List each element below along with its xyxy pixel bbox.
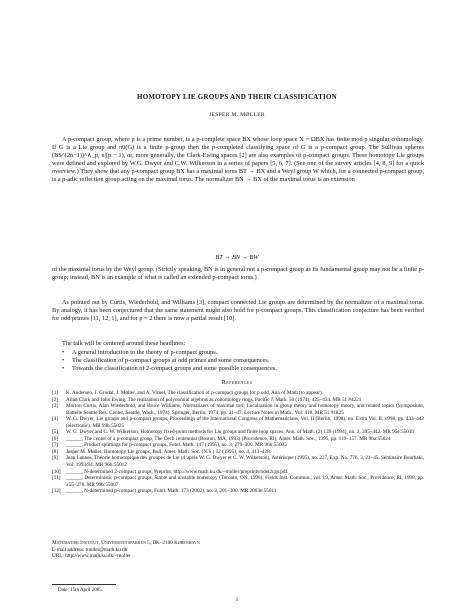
reference-text: K. Andersen, J. Grodal, J. Møller, and A. Viruel, The classification of p-compact groups for p odd, Ann of Math (to appear).	[66, 390, 324, 396]
references-list	[52, 390, 424, 495]
paragraph-headlines: The talk will be centered around these headlines:	[62, 340, 186, 347]
author-address	[52, 540, 424, 560]
reference-number: [2]	[52, 396, 59, 403]
paragraph-intro: A p-compact group, where p is a prime number, is a p-complete space BX whose loop space X = ΩBX has finite mod p singular cohomology. If G is a Lie group and π0(G) is a finite p-group then the p-completed classifying space of G is a p-compact group. The Sullivan spheres (BS^(2n−1))^∧_p, n|(p − 1), or, more generally, the Clark-Ewing spaces [2] are also examples of p-compact groups. These homotopy Lie groups were defined and explored by W.G. Dwyer and C.W. Wilkerson in a series of papers [5, 6, 7]. (See one of the survey articles [4, 8, 9] for a quick overview.) They show that any p-compact group BX has a maximal torus BT → BX and a Weyl group W which, for a connected p-compact group, is a p-adic reflection group acting on the maximal torus. The normalizer BN → BX of the maximal torus is an extension	[52, 136, 424, 184]
headline-list	[62, 349, 424, 373]
reference-item	[52, 455, 424, 468]
reference-text: ______, Deterministic p-compact groups, Stable and unstable homotopy (Toronto, ON, 1996), Fields Inst. Commun., vol. 19, Amer. Math. Soc., Providence, RI, 1998, pp. 255–278. MR 99b:55007	[66, 475, 424, 488]
reference-text: Jesper M. Møller, Homotopy Lie groups, Bull. Amer. Math. Soc. (N.S.) 32 (1995), no. 4, 413–428.	[66, 448, 271, 455]
reference-number: [5]	[52, 429, 59, 436]
reference-text: ______, N-determined p-compact groups, Fund. Math. 173 (2002), no. 3, 201–300. MR 2003e:55011	[66, 488, 277, 495]
reference-number: [12]	[52, 488, 61, 495]
reference-text: W. G. Dwyer and C. W. Wilkerson, Homotopy fixed-point methods for Lie groups and finite loop spaces, Ann. of Math. (2) 139 (1994), no. 2, 395–442. MR 95e:55019	[66, 429, 415, 436]
reference-text: ______, Product splittings for p-compact groups, Fund. Math. 147 (1995), no. 3, 279–300. MR 96h:55005	[66, 442, 287, 449]
list-item: • Towards the classification of 2-compact groups and some possible consequences.	[62, 365, 424, 373]
reference-number: [11]	[52, 475, 61, 482]
reference-number: [1]	[52, 390, 59, 396]
reference-item	[52, 403, 424, 416]
reference-number: [8]	[52, 448, 59, 455]
reference-text: W. G. Dwyer, Lie groups and p-compact groups, Proceedings of the International Congress of Mathematicians, Vol. II (Berlin, 1998), no. Extra Vol. II, 1998, pp. 433–442 (electronic). MR 99b:55025	[66, 416, 424, 429]
paper-author: JESPER M. MØLLER	[209, 112, 265, 118]
list-item: • The classification of p-compact groups at odd primes and some consequences.	[62, 357, 424, 365]
reference-text: Jean Lannes, Théorie homotopique des groupes de Lie (d’après W. G. Dwyer et C. W. Wilkerson), Astérisque (1995), no. 227, Exp. No. 776, 3, 21–45, Séminaire Bourbaki, Vol. 1993/94. MR 96h:55012	[66, 455, 424, 469]
page-number: 1	[235, 598, 239, 603]
display-formula: BT → BN → BW	[215, 254, 259, 261]
reference-text: Morton Curtis, Alan Wiederhold, and Bruce Williams, Normalizers of maximal tori, Localization in group theory and homotopy theory, and related topics (Symposium, Battelle Seattle Res. Center, Seattle, Wash., 1974), Springer, Berlin, 1974, pp. 31–47. Lecture Notes in Math., Vol. 418. MR 51 #1825	[66, 403, 424, 416]
reference-number: [6]	[52, 435, 59, 442]
reference-item	[52, 488, 424, 495]
email-address[interactable]: E-mail address: moller@math.ku.dk	[52, 546, 128, 553]
reference-number: [9]	[52, 455, 59, 462]
paragraph-classification: As pointed out by Curtis, Wiederhold, and Williams [3], compact connected Lie groups are determined by the normalizer of a maximal torus. By analogy, it has been conjectured that the same statement might also hold for p-compact groups. This classification conjecture has been verified for odd primes [11, 12, 1], and for p = 2 there is now a partial result [10].	[52, 299, 424, 323]
reference-text: ______, N-determined 2-compact groups, Preprint, http://www.math.ku.dk/~moller/preprints/ndet2cgs.pdf.	[66, 468, 289, 475]
footnote-rule	[52, 584, 116, 585]
reference-number: [10]	[52, 468, 61, 475]
reference-item	[52, 416, 424, 429]
institute-address: Matematisk Institut, Universitetsparken 5, DK–2100 København	[52, 540, 200, 546]
references-heading: References	[221, 379, 253, 386]
reference-number: [7]	[52, 442, 59, 449]
reference-text: Allan Clark and John Ewing, The realization of polynomial algebras as cohomology rings, Pacific J. Math. 50 (1974), 425–434. MR 51 #4221	[66, 396, 362, 403]
reference-number: [3]	[52, 403, 59, 410]
paper-title: HOMOTOPY LIE GROUPS AND THEIR CLASSIFICATION	[137, 93, 337, 101]
footnote-date: Date: 15th April 2005.	[58, 588, 103, 593]
paragraph-weyl-group: of the maximal torus by the Weyl group. (Strictly speaking, BN is in general not a p-compact group as its fundamental group may not be a finite p-group; instead, BN is an example of what is called an extended p-compact torus.)	[52, 266, 424, 282]
reference-number: [4]	[52, 416, 59, 423]
homepage-url[interactable]: URL: http://www.math.ku.dk/~moller	[52, 553, 131, 560]
reference-text: ______, The center of a p-compact group, The Čech centennial (Boston, MA, 1993) (Providence, RI), Amer. Math. Soc., 1995, pp. 119–157. MR 96a:55024	[66, 435, 391, 442]
reference-item	[52, 475, 424, 488]
list-item: • A general introduction to the theory of p-compact groups.	[62, 349, 424, 357]
